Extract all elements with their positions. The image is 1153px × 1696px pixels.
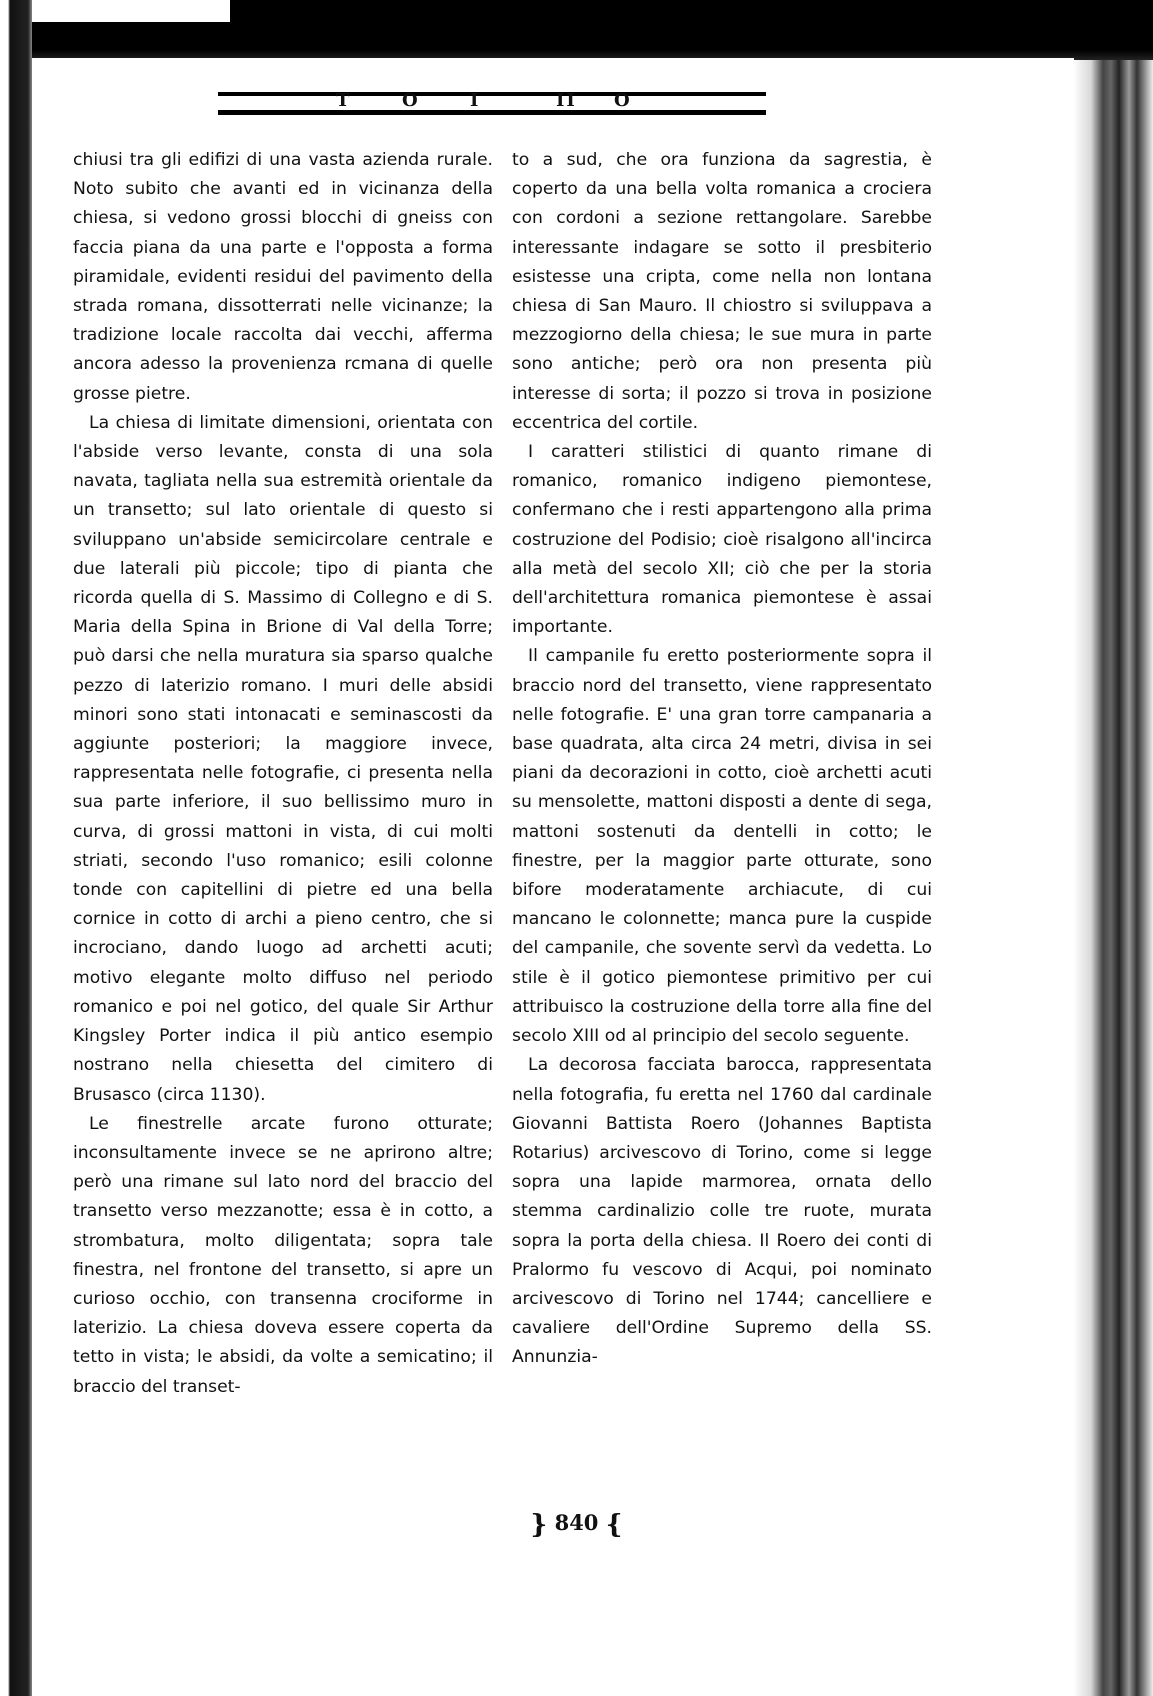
paragraph: La decorosa facciata barocca, rappresentata nella fotografia, fu eretta nel 1760 dal cardinale Giovanni Battista Roero (Johannes Baptista Rotarius) arcivescovo di Torino, come si legge sopra una lapide marmorea, ornata dello stemma cardinalizio colle tre ruote, murata sopra la porta della chiesa. Il Roero dei conti di Pralormo fu vescovo di Acqui, poi nominato arcivescovo di Torino nel 1744; cancelliere e cavaliere dell'Ordine Supremo della SS. Annunzia- — [512, 1055, 932, 1368]
scan-corner — [0, 0, 230, 22]
running-head-rule — [218, 110, 766, 115]
paragraph: I caratteri stilistici di quanto rimane di romanico, romanico indigeno piemontese, confermano che i resti appartengono alla prima costruzione del Podisio; cioè risalgono all'incirca alla metà del secolo XII; ciò che per la storia dell'architettura romanica piemontese è assai importante. — [512, 442, 932, 638]
page-number — [0, 1510, 1153, 1540]
paragraph: Le finestrelle arcate furono otturate; inconsultamente invece se ne aprirono altre; però una rimane sul lato nord del braccio del transetto verso mezzanotte; essa è in cotto, a strombatura, molto diligentata; sopra tale finestra, nel frontone del transetto, si apre un curioso occhio, con transenna crociforme in laterizio. La chiesa doveva essere coperta da tetto in vista; le absidi, da volte a semicatino; il braccio del transet- — [73, 1113, 493, 1397]
page-number-value: 840 — [554, 1510, 599, 1535]
paragraph: La chiesa di limitate dimensioni, orientata con l'abside verso levante, consta di una sola navata, tagliata nella sua estremità orientale da un transetto; sul lato orientale di questo si sviluppano un'abside semicircolare centrale e due laterali più piccole; tipo di pianta che ricorda quella di S. Massimo di Collegno e di S. Maria della Spina in Brione di Val della Torre; può darsi che nella muratura sia sparso qualche pezzo di laterizio romano. I muri delle absidi minori sono stati intonacati e seminascosti da aggiunte posteriori; la maggiore invece, rappresentata nelle fotografie, ci presenta nella sua parte inferiore, il suo bellissimo muro in curva, di grossi mattoni in vista, di cui molti striati, secondo l'uso romanico; esili colonne tonde con capitellini di pietre ed una bella cornice in cotto di archi a pieno centro, che si incrociano, dando luogo ad archetti acuti; motivo elegante molto diffuso nel periodo romanico e poi nel gotico, del quale Sir Arthur Kingsley Porter indica il più antico esempio nostrano nella chiesetta del cimitero di Brusasco (circa 1130). — [73, 412, 493, 1105]
right-column — [512, 146, 932, 1373]
paragraph: to a sud, che ora funziona da sagrestia, è coperto da una bella volta romanica a crociera con cordoni a sezione rettangolare. Sarebbe interessante indagare se sotto il presbiterio esistesse una cripta, come nella non lontana chiesa di San Mauro. Il chiostro si sviluppava a mezzogiorno della chiesa; le sue mura in parte sono antiche; però ora non presenta più interesse di sorta; il pozzo si trova in posizione eccentrica del cortile. — [512, 150, 932, 433]
running-head-letter: II — [556, 90, 577, 111]
left-column — [73, 146, 493, 1402]
running-head-letter: T — [336, 90, 352, 111]
running-head-letter: O — [402, 90, 420, 111]
scan-border-right — [1073, 60, 1153, 1696]
paragraph: chiusi tra gli edifizi di una vasta azienda rurale. Noto subito che avanti ed in vicinanza della chiesa, si vedono grossi blocchi di gneiss con faccia piana da una parte e l'opposta a forma piramidale, evidenti residui del pavimento della strada romana, dissotterrati nelle vicinanze; la tradizione locale raccolta dai vecchi, afferma ancora adesso la provenienza rcmana di quelle grosse pietre. — [73, 150, 493, 404]
running-head — [218, 90, 766, 116]
paragraph: Il campanile fu eretto posteriormente sopra il braccio nord del transetto, viene rappresentato nelle fotografie. E' una gran torre campanaria a base quadrata, alta circa 24 metri, divisa in sei piani da decorazioni in cotto, cioè archetti acuti su mensolette, mattoni disposti a dente di sega, mattoni sostenuti da dentelli in cotto; le finestre, per la maggior parte otturate, sono bifore moderatamente archiacute, di cui mancano le colonnette; manca pure la cuspide del campanile, che sovente servì da vedetta. Lo stile è il gotico piemontese primitivo per cui attribuisco la costruzione della torre alla fine del secolo XIII od al principio del secolo seguente. — [512, 646, 932, 1047]
running-head-letter: O — [614, 90, 632, 111]
left-brace: } — [530, 1510, 548, 1540]
running-head-letter: I — [470, 90, 481, 111]
scan-border-left — [0, 0, 32, 1696]
right-brace: { — [605, 1510, 623, 1540]
